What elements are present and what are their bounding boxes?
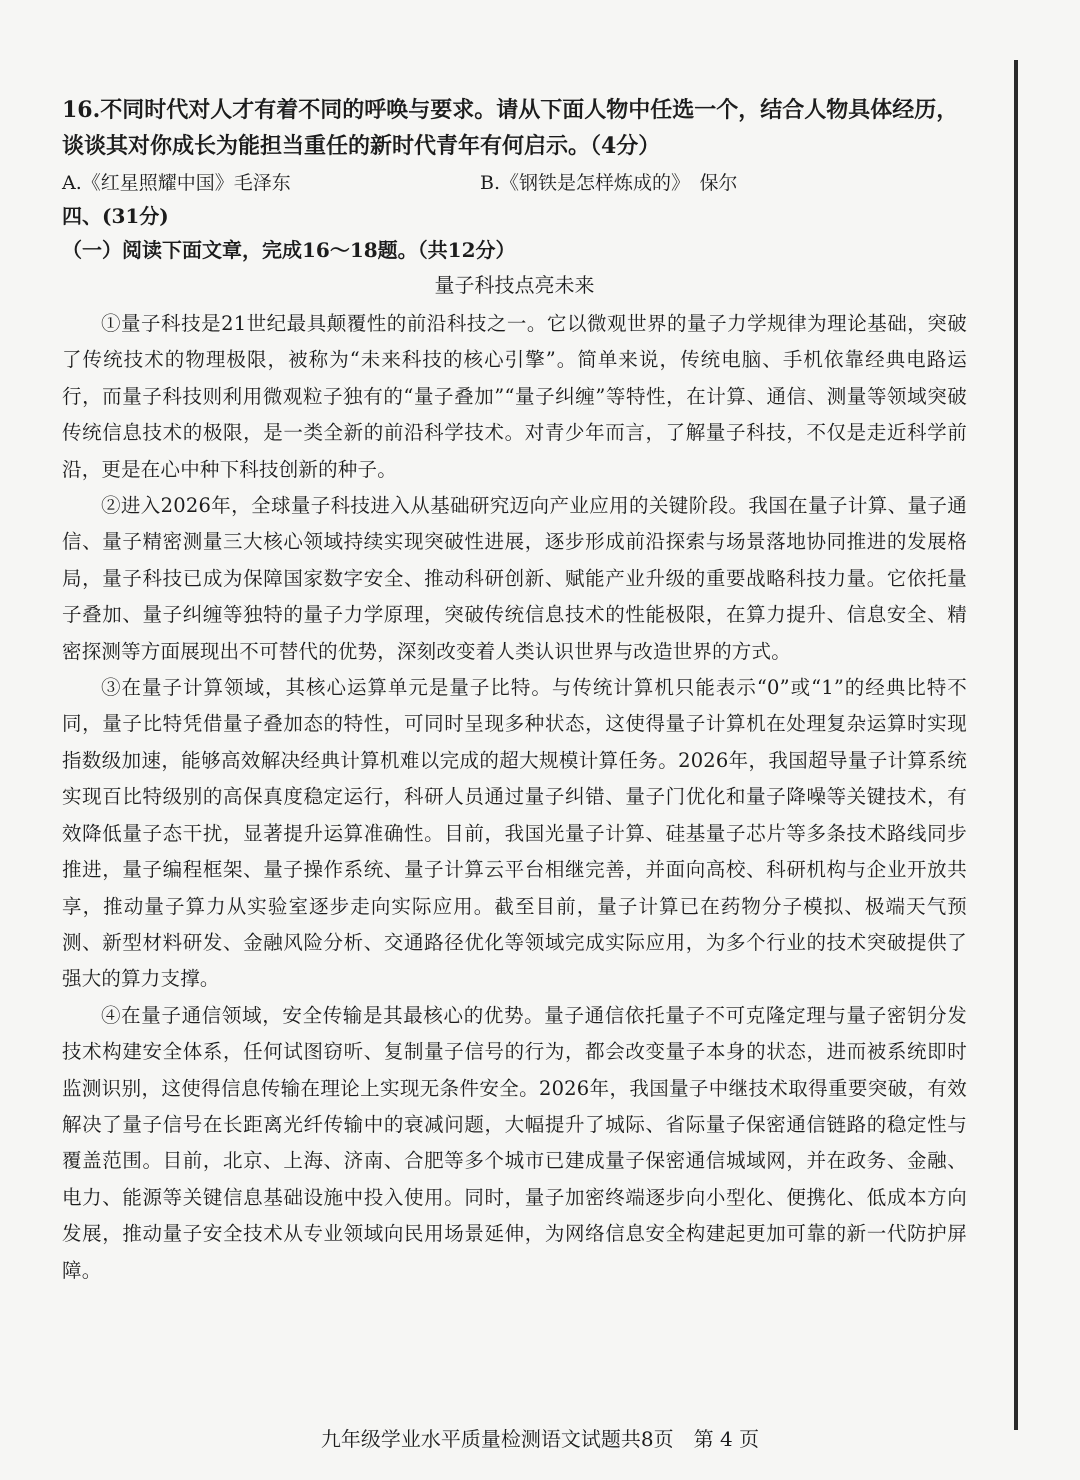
paragraph-4: ④在量子通信领域，安全传输是其最核心的优势。量子通信依托量子不可克隆定理与量子密钥分发技术构建安全体系，任何试图窃听、复制量子信号的行为，都会改变量子本身的状态，进而被系统即时监测识别，这使得信息传输在理论上实现无条件安全。2026年，我国量子中继技术取得重要突破，有效解决了量子信号在长距离光纤传输中的衰减问题，大幅提升了城际、省际量子保密通信链路的稳定性与覆盖范围。目前，北京、上海、济南、合肥等多个城市已建成量子保密通信城域网，并在政务、金融、电力、能源等关键信息基础设施中投入使用。同时，量子加密终端逐步向小型化、便携化、低成本方向发展，推动量子安全技术从专业领域向民用场景延伸，为网络信息安全构建起更加可靠的新一代防护屏障。 — [62, 1003, 967, 1282]
paragraph-2: ②进入2026年，全球量子科技进入从基础研究迈向产业应用的关键阶段。我国在量子计算、量子通信、量子精密测量三大核心领域持续实现突破性进展，逐步形成前沿探索与场景落地协同推进的发展格局，量子科技已成为保障国家数字安全、推动科研创新、赋能产业升级的重要战略科技力量。它依托量子叠加、量子纠缠等独特的量子力学原理，突破传统信息技术的性能极限，在算力提升、信息安全、精密探测等方面展现出不可替代的优势，深刻改变着人类认识世界与改造世界的方式。 — [62, 494, 967, 663]
question-16-options — [62, 166, 967, 200]
question-16: 16.不同时代对人才有着不同的呼唤与要求。请从下面人物中任选一个，结合人物具体经历，谈谈其对你成长为能担当重任的新时代青年有何启示。（4分） — [62, 97, 959, 159]
section-heading: 四、(31分) — [62, 204, 169, 228]
scan-edge-line — [1014, 60, 1018, 1430]
paragraph-3: ③在量子计算领域，其核心运算单元是量子比特。与传统计算机只能表示“0”或“1”的经典比特不同，量子比特凭借量子叠加态的特性，可同时呈现多种状态，这使得量子计算机在处理复杂运算时实现指数级加速，能够高效解决经典计算机难以完成的超大规模计算任务。2026年，我国超导量子计算系统实现百比特级别的高保真度稳定运行，科研人员通过量子纠错、量子门优化和量子降噪等关键技术，有效降低量子态干扰，显著提升运算准确性。目前，我国光量子计算、硅基量子芯片等多条技术路线同步推进，量子编程框架、量子操作系统、量子计算云平台相继完善，并面向高校、科研机构与企业开放共享，推动量子算力从实验室逐步走向实际应用。截至目前，量子计算已在药物分子模拟、极端天气预测、新型材料研发、金融风险分析、交通路径优化等领域完成实际应用，为多个行业的技术突破提供了强大的算力支撑。 — [62, 676, 967, 991]
page-content — [62, 92, 967, 1289]
option-a: A.《红星照耀中国》毛泽东 — [62, 172, 291, 194]
article-title: 量子科技点亮未来 — [434, 273, 595, 297]
paragraph-1: ①量子科技是21世纪最具颠覆性的前沿科技之一。它以微观世界的量子力学规律为理论基础，突破了传统技术的物理极限，被称为“未来科技的核心引擎”。简单来说，传统电脑、手机依靠经典电路运行，而量子科技则利用微观粒子独有的“量子叠加”“量子纠缠”等特性，在计算、通信、测量等领域突破传统信息技术的极限，是一类全新的前沿科学技术。对青少年而言，了解量子科技，不仅是走近科学前沿，更是在心中种下科技创新的种子。 — [62, 312, 967, 481]
sub-heading: （一）阅读下面文章，完成16～18题。（共12分） — [62, 238, 516, 262]
page-footer: 九年级学业水平质量检测语文试题共8页 第 4 页 — [320, 1427, 760, 1451]
option-b: B.《钢铁是怎样炼成的》 保尔 — [480, 172, 738, 194]
